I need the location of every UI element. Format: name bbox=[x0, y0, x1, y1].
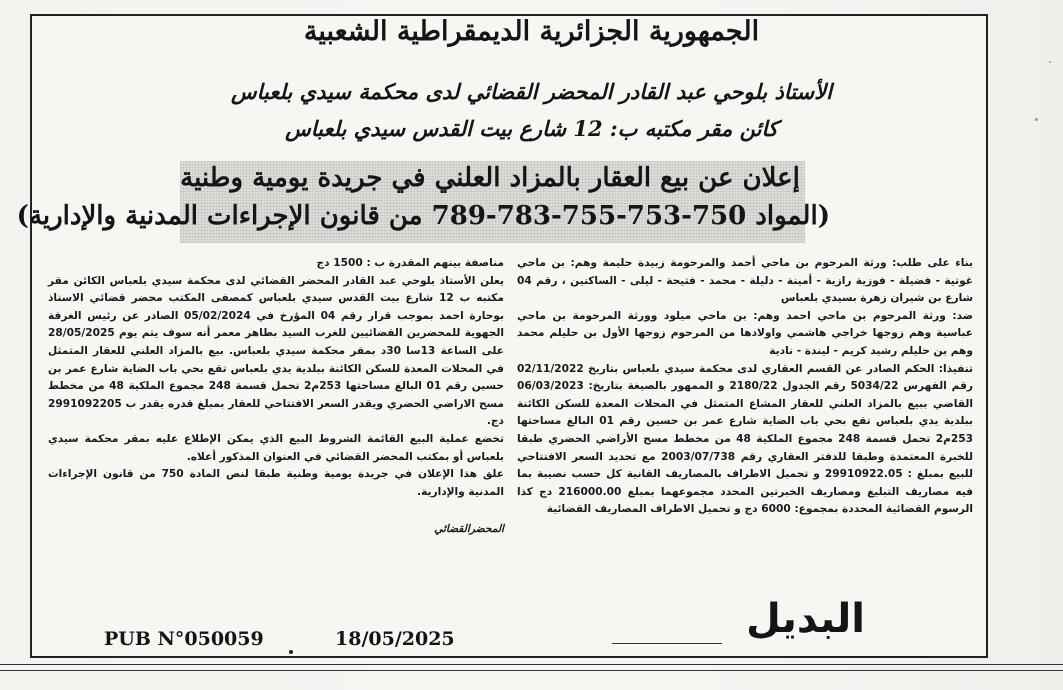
announcement-paragraph: يعلن الأستاذ بلوحي عبد القادر المحضر القضائي لدى محكمة سيدي بلعباس الكائن مقر مكتبه ب 12 شارع بيت القدس سيدي بلعباس كمصفى المكتب محضر قضائي الاستاذ بوحارة احمد بموجب قرار رقم 04 المؤرخ في 05/02/2024 الصادر عن رئيس الغرفة الجهوية للمحضرين القضائيين للغرب السيد بطاهر معمر أنه سوف يتم يوم 28/05/2025 على الساعة 13سا 30د بمقر محكمة سيدي بلعباس. بيع بالمزاد العلني للعقار المتمثل في المحلات المعدة للسكن الكائنة ببلدية يدي بلعباس تقع بحي باب الضاية شارع عمر بن حسين رقم 01 البالغ مساحتها 253م2 تحمل قسمة 248 مجموع الملكية 48 من مخطط مسح الاراضي الحضري ويقدر السعر الافتتاحي للعقار بمبلغ قدره يقدر ب 2991092205 دج. bbox=[48, 274, 505, 428]
publication-paragraph: علق هذا الإعلان في جريدة يومية وطنية طبقا لنص المادة 750 من قانون الإجراءات المدنية والإدارية. bbox=[48, 468, 504, 498]
office-address-line: كائن مقر مكتبه ب: 12 شارع بيت القدس سيدي بلعباس bbox=[285, 116, 778, 141]
bottom-rule-thin bbox=[0, 670, 1063, 671]
paper-speck bbox=[1049, 61, 1051, 63]
petitioner-paragraph: بناء على طلب: ورثة المرحوم بن ماحي أحمد والمرحومة زبيدة حليمة وهم: بن ماحي غوتية - فضيلة - فوزية رازية - أمينة - دليلة - محمد - فتيحة - ليلى - الساكنين ، رقم 04 شارع بن شيران زهرة بسيدي بلعباس bbox=[517, 257, 973, 305]
judgment-paragraph: تنفيذا: الحكم الصادر عن القسم العقاري لدى محكمة سيدي بلعباس بتاريخ 02/11/2022 رقم الفهرس 5034/22 رقم الجدول 2180/22 و الممهور بالصيغة بتاريخ: 06/03/2023 القاضي ببيع بالمزاد العلني للعقار المشاع المتمثل في المحلات المعدة للسكن الكائنة ببلدية يدي بلعباس تقع بحي باب الضاية شارع عمر بن حسين رقم 01 البالغ مساحتها 253م2 تحمل قسمة 248 مجموع الملكية 48 من مخطط مسح الأراضي الحضري طبقا للخبرة المعتمدة وطبقا للدفتر العقاري رقم 2003/07/738 مع تحديد السعر الافتتاحي للبيع بمبلغ : 29910922.05 و تحميل الاطراف بالمصاريف القانية كل حسب نصيبة بما فيه مصاريف التبليغ ومصاريف الخبرتين المحدد مجموعهما بمبلغ 216000.00 دج كذا الرسوم القضائية المحددة بمجموع: 6000 دج و تحميل الاطراف المصاريف القضائية bbox=[517, 362, 974, 516]
headline-title: إعلان عن بيع العقار بالمزاد العلني في جريدة يومية وطنية bbox=[180, 163, 800, 193]
paper-speck bbox=[1035, 118, 1038, 121]
bailiff-name-line: الأستاذ بلوحي عبد القادر المحضر القضائي لدى محكمة سيدي بلعباس bbox=[231, 79, 832, 104]
republic-title: الجمهورية الجزائرية الديمقراطية الشعبية bbox=[303, 16, 760, 47]
defendant-paragraph: ضد: ورثة المرحوم بن ماحي احمد وهم: بن ماحي ميلود وورثة المرحومة بن ماحي عباسية وهم زوجها خراجي هاشمي واولادها من المرحوم زوجها الأول بن حليلم محمد وهم بن حليلم رشيد كريم - ليندة - نادية bbox=[517, 309, 973, 357]
separator-dot bbox=[289, 650, 293, 654]
bottom-rule bbox=[0, 664, 1063, 665]
alternate-underline bbox=[612, 643, 722, 644]
alternate-label: البديل bbox=[746, 596, 865, 642]
publication-date: 18/05/2025 bbox=[335, 628, 455, 650]
headline-articles: (المواد 750-753-755-783-789 من قانون الإجراءات المدنية والإدارية) bbox=[16, 201, 830, 231]
notice-column-right bbox=[517, 255, 973, 519]
conditions-paragraph: تخضع عملية البيع القائمة الشروط البيع الذي يمكن الإطلاع عليه بمقر محكمة سيدي بلعباس أو بمكتب المحضر القضائي في العنوان المذكور أعلاه. bbox=[48, 432, 504, 463]
costs-paragraph: مناصفة بينهم المقدرة ب : 1500 دج bbox=[316, 257, 504, 269]
publication-number: PUB N°050059 bbox=[104, 628, 264, 650]
notice-column-left bbox=[48, 255, 504, 539]
bailiff-signature: المحضرالقضائي bbox=[434, 523, 504, 536]
